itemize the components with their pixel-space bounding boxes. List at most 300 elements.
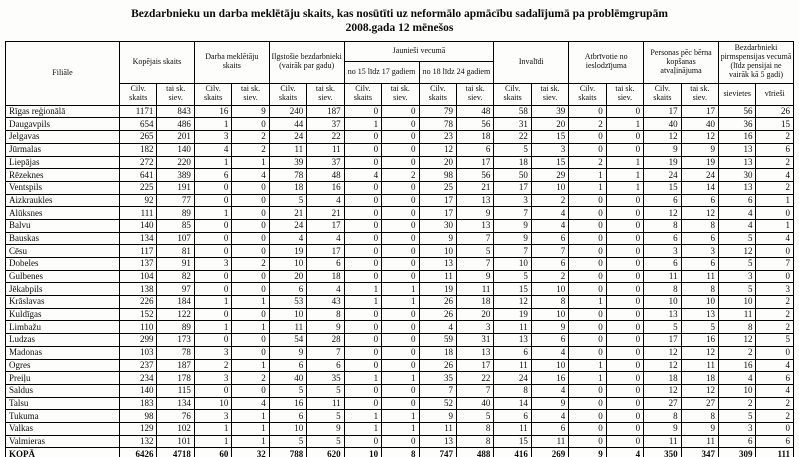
branch-name-cell: Madonas — [6, 346, 120, 359]
value-cell: 0 — [382, 105, 419, 118]
value-cell: 6 — [681, 258, 718, 271]
value-cell: 6 — [494, 346, 531, 359]
value-cell: 2 — [756, 156, 794, 169]
value-cell: 60 — [194, 448, 231, 457]
branch-name-cell: Liepājas — [6, 156, 120, 169]
value-cell: 6 — [531, 258, 568, 271]
value-cell: 0 — [606, 397, 643, 410]
value-cell: 5 — [719, 258, 756, 271]
value-cell: 19 — [269, 245, 306, 258]
value-cell: 1 — [232, 359, 269, 372]
value-cell: 0 — [606, 207, 643, 220]
value-cell: 8 — [681, 410, 718, 423]
value-cell: 0 — [756, 346, 794, 359]
value-cell: 4 — [531, 346, 568, 359]
value-cell: 1 — [344, 422, 381, 435]
value-cell: 1 — [569, 169, 606, 182]
value-cell: 1 — [344, 296, 381, 309]
value-cell: 1 — [344, 118, 381, 131]
value-cell: 17 — [644, 334, 681, 347]
value-cell: 0 — [569, 105, 606, 118]
branch-name-cell: Aizkraukles — [6, 194, 120, 207]
value-cell: 0 — [606, 435, 643, 448]
value-cell: 0 — [194, 194, 231, 207]
value-cell: 98 — [419, 169, 456, 182]
value-cell: 24 — [681, 169, 718, 182]
value-cell: 11 — [719, 308, 756, 321]
value-cell: 2 — [194, 359, 231, 372]
value-cell: 620 — [307, 448, 344, 457]
value-cell: 4 — [531, 384, 568, 397]
value-cell: 389 — [157, 169, 194, 182]
value-cell: 97 — [157, 283, 194, 296]
value-cell: 0 — [232, 181, 269, 194]
value-cell: 30 — [419, 219, 456, 232]
value-cell: 111 — [756, 448, 794, 457]
value-cell: 0 — [606, 131, 643, 144]
value-cell: 22 — [307, 131, 344, 144]
value-cell: 13 — [419, 258, 456, 271]
value-cell: 0 — [569, 131, 606, 144]
value-cell: 6 — [531, 422, 568, 435]
value-cell: 137 — [120, 258, 157, 271]
value-cell: 12 — [681, 346, 718, 359]
value-cell: 0 — [382, 232, 419, 245]
value-cell: 4 — [307, 194, 344, 207]
value-cell: 16 — [719, 131, 756, 144]
value-cell: 0 — [232, 207, 269, 220]
value-cell: 10 — [531, 283, 568, 296]
branch-name-cell: KOPĀ — [6, 448, 120, 457]
value-cell: 5 — [269, 384, 306, 397]
value-cell: 98 — [120, 410, 157, 423]
col-header-darba-meklataju: Darba meklētāju skaits — [194, 41, 269, 83]
value-cell: 9 — [681, 143, 718, 156]
value-cell: 140 — [157, 143, 194, 156]
value-cell: 18 — [681, 372, 718, 385]
table-row — [6, 156, 794, 169]
value-cell: 11 — [681, 359, 718, 372]
subheader-cilv-skaits: Cilv. skaits — [419, 83, 456, 105]
value-cell: 35 — [419, 372, 456, 385]
value-cell: 3 — [531, 143, 568, 156]
value-cell: 237 — [120, 359, 157, 372]
value-cell: 17 — [419, 194, 456, 207]
value-cell: 1 — [606, 169, 643, 182]
value-cell: 0 — [756, 270, 794, 283]
value-cell: 0 — [756, 422, 794, 435]
value-cell: 225 — [120, 181, 157, 194]
branch-name-cell: Daugavpils — [6, 118, 120, 131]
value-cell: 0 — [569, 397, 606, 410]
value-cell: 54 — [269, 334, 306, 347]
subheader-cilv-skaits: Cilv. skaits — [494, 83, 531, 105]
value-cell: 1 — [756, 219, 794, 232]
value-cell: 18 — [644, 372, 681, 385]
value-cell: 220 — [157, 156, 194, 169]
value-cell: 0 — [344, 219, 381, 232]
value-cell: 0 — [606, 422, 643, 435]
value-cell: 140 — [120, 219, 157, 232]
value-cell: 16 — [681, 334, 718, 347]
value-cell: 0 — [606, 346, 643, 359]
value-cell: 2 — [719, 346, 756, 359]
value-cell: 138 — [120, 283, 157, 296]
value-cell: 0 — [194, 334, 231, 347]
branch-name-cell: Valkas — [6, 422, 120, 435]
value-cell: 9 — [644, 422, 681, 435]
value-cell: 0 — [344, 181, 381, 194]
value-cell: 28 — [307, 334, 344, 347]
branch-name-cell: Ventspils — [6, 181, 120, 194]
value-cell: 3 — [644, 245, 681, 258]
value-cell: 11 — [644, 435, 681, 448]
value-cell: 59 — [419, 334, 456, 347]
value-cell: 78 — [419, 118, 456, 131]
value-cell: 9 — [569, 448, 606, 457]
table-row — [6, 181, 794, 194]
value-cell: 2 — [756, 181, 794, 194]
col-header-15-17: no 15 līdz 17 gadiem — [344, 61, 419, 83]
value-cell: 78 — [269, 169, 306, 182]
value-cell: 40 — [269, 372, 306, 385]
value-cell: 0 — [606, 334, 643, 347]
subheader-cilv-skaits: Cilv. skaits — [644, 83, 681, 105]
branch-name-cell: Jelgavas — [6, 131, 120, 144]
branch-name-cell: Talsu — [6, 397, 120, 410]
value-cell: 4 — [531, 410, 568, 423]
value-cell: 50 — [494, 169, 531, 182]
value-cell: 19 — [681, 156, 718, 169]
branch-name-cell: Jēkabpils — [6, 283, 120, 296]
value-cell: 0 — [606, 296, 643, 309]
value-cell: 0 — [344, 270, 381, 283]
value-cell: 0 — [232, 232, 269, 245]
value-cell: 1171 — [120, 105, 157, 118]
value-cell: 0 — [344, 384, 381, 397]
value-cell: 0 — [606, 258, 643, 271]
table-row — [6, 118, 794, 131]
value-cell: 0 — [232, 308, 269, 321]
value-cell: 2 — [232, 131, 269, 144]
value-cell: 6 — [719, 435, 756, 448]
value-cell: 1 — [194, 156, 231, 169]
value-cell: 0 — [344, 308, 381, 321]
value-cell: 0 — [232, 118, 269, 131]
value-cell: 486 — [157, 118, 194, 131]
value-cell: 0 — [382, 181, 419, 194]
value-cell: 11 — [681, 435, 718, 448]
value-cell: 9 — [456, 207, 493, 220]
value-cell: 18 — [456, 296, 493, 309]
value-cell: 0 — [382, 131, 419, 144]
value-cell: 4 — [269, 232, 306, 245]
value-cell: 2 — [569, 118, 606, 131]
value-cell: 1 — [194, 321, 231, 334]
table-row — [6, 169, 794, 182]
value-cell: 10 — [494, 258, 531, 271]
value-cell: 10 — [194, 397, 231, 410]
value-cell: 132 — [120, 435, 157, 448]
value-cell: 19 — [644, 156, 681, 169]
branch-name-cell: Rīgas reģionālā — [6, 105, 120, 118]
col-header-atbrivotie: Atbrīvotie no ieslodzījuma — [569, 41, 644, 83]
value-cell: 0 — [606, 359, 643, 372]
value-cell: 2 — [382, 169, 419, 182]
value-cell: 18 — [494, 156, 531, 169]
value-cell: 5 — [456, 245, 493, 258]
value-cell: 8 — [307, 308, 344, 321]
value-cell: 11 — [644, 270, 681, 283]
value-cell: 4 — [531, 207, 568, 220]
col-header-18-24: no 18 līdz 24 gadiem — [419, 61, 494, 83]
value-cell: 641 — [120, 169, 157, 182]
value-cell: 416 — [494, 448, 531, 457]
value-cell: 11 — [494, 422, 531, 435]
value-cell: 2 — [232, 258, 269, 271]
value-cell: 0 — [569, 422, 606, 435]
value-cell: 4 — [307, 283, 344, 296]
value-cell: 7 — [494, 245, 531, 258]
value-cell: 234 — [120, 372, 157, 385]
value-cell: 2 — [756, 410, 794, 423]
value-cell: 18 — [456, 131, 493, 144]
value-cell: 6 — [531, 334, 568, 347]
value-cell: 19 — [494, 308, 531, 321]
value-cell: 31 — [494, 118, 531, 131]
value-cell: 1 — [569, 181, 606, 194]
value-cell: 8 — [681, 283, 718, 296]
value-cell: 4 — [232, 169, 269, 182]
value-cell: 0 — [606, 232, 643, 245]
branch-name-cell: Krāslavas — [6, 296, 120, 309]
value-cell: 40 — [644, 118, 681, 131]
value-cell: 0 — [756, 245, 794, 258]
value-cell: 5 — [456, 410, 493, 423]
value-cell: 16 — [531, 372, 568, 385]
value-cell: 4 — [756, 169, 794, 182]
value-cell: 0 — [569, 270, 606, 283]
value-cell: 1 — [382, 422, 419, 435]
value-cell: 187 — [307, 105, 344, 118]
value-cell: 152 — [120, 308, 157, 321]
value-cell: 18 — [307, 270, 344, 283]
branch-name-cell: Cēsu — [6, 245, 120, 258]
value-cell: 17 — [456, 359, 493, 372]
value-cell: 5 — [719, 410, 756, 423]
value-cell: 6 — [269, 359, 306, 372]
value-cell: 10 — [681, 296, 718, 309]
value-cell: 7 — [531, 245, 568, 258]
value-cell: 0 — [344, 258, 381, 271]
value-cell: 5 — [756, 334, 794, 347]
value-cell: 11 — [494, 321, 531, 334]
value-cell: 7 — [419, 384, 456, 397]
value-cell: 0 — [382, 270, 419, 283]
value-cell: 26 — [419, 296, 456, 309]
value-cell: 0 — [344, 207, 381, 220]
value-cell: 6 — [756, 143, 794, 156]
table-row — [6, 384, 794, 397]
value-cell: 20 — [419, 156, 456, 169]
value-cell: 0 — [194, 270, 231, 283]
value-cell: 265 — [120, 131, 157, 144]
value-cell: 9 — [456, 270, 493, 283]
value-cell: 24 — [644, 169, 681, 182]
value-cell: 0 — [382, 359, 419, 372]
value-cell: 0 — [382, 321, 419, 334]
value-cell: 0 — [382, 258, 419, 271]
value-cell: 4 — [307, 232, 344, 245]
value-cell: 8 — [382, 448, 419, 457]
value-cell: 52 — [419, 397, 456, 410]
value-cell: 39 — [269, 156, 306, 169]
table-row — [6, 245, 794, 258]
table-header — [6, 41, 794, 105]
value-cell: 0 — [344, 194, 381, 207]
table-row — [6, 219, 794, 232]
value-cell: 58 — [494, 105, 531, 118]
value-cell: 747 — [419, 448, 456, 457]
value-cell: 8 — [494, 384, 531, 397]
branch-name-cell: Alūksnes — [6, 207, 120, 220]
table-row — [6, 232, 794, 245]
value-cell: 19 — [419, 283, 456, 296]
value-cell: 0 — [606, 194, 643, 207]
value-cell: 20 — [269, 270, 306, 283]
value-cell: 0 — [382, 118, 419, 131]
value-cell: 16 — [719, 359, 756, 372]
table-row — [6, 207, 794, 220]
value-cell: 0 — [194, 219, 231, 232]
value-cell: 3 — [494, 194, 531, 207]
value-cell: 129 — [120, 422, 157, 435]
value-cell: 91 — [157, 258, 194, 271]
value-cell: 140 — [120, 384, 157, 397]
value-cell: 0 — [382, 245, 419, 258]
value-cell: 0 — [606, 372, 643, 385]
value-cell: 31 — [456, 334, 493, 347]
value-cell: 48 — [307, 169, 344, 182]
value-cell: 0 — [569, 207, 606, 220]
value-cell: 12 — [644, 359, 681, 372]
subheader-tai-sk-siev: tai sk. siev. — [456, 83, 493, 105]
value-cell: 1 — [194, 296, 231, 309]
value-cell: 0 — [232, 219, 269, 232]
value-cell: 2 — [756, 321, 794, 334]
value-cell: 21 — [269, 207, 306, 220]
value-cell: 0 — [606, 384, 643, 397]
value-cell: 1 — [232, 156, 269, 169]
value-cell: 4 — [232, 397, 269, 410]
value-cell: 13 — [719, 181, 756, 194]
col-header-invalidi: Invalīdi — [494, 41, 569, 83]
value-cell: 10 — [719, 384, 756, 397]
value-cell: 21 — [456, 181, 493, 194]
value-cell: 0 — [344, 346, 381, 359]
branch-name-cell: Bauskas — [6, 232, 120, 245]
value-cell: 44 — [269, 118, 306, 131]
value-cell: 5 — [269, 194, 306, 207]
value-cell: 0 — [606, 283, 643, 296]
value-cell: 17 — [681, 105, 718, 118]
value-cell: 0 — [569, 435, 606, 448]
value-cell: 1 — [382, 372, 419, 385]
value-cell: 12 — [419, 143, 456, 156]
value-cell: 13 — [494, 334, 531, 347]
value-cell: 0 — [569, 321, 606, 334]
value-cell: 3 — [194, 372, 231, 385]
branch-name-cell: Dobeles — [6, 258, 120, 271]
value-cell: 103 — [120, 346, 157, 359]
col-header-pirmspensijas: Bezdarbnieki pirmspensijas vecumā (līdz pensijai ne vairāk kā 5 gadi) — [719, 41, 794, 83]
value-cell: 1 — [606, 118, 643, 131]
value-cell: 17 — [307, 245, 344, 258]
value-cell: 16 — [307, 181, 344, 194]
value-cell: 17 — [419, 207, 456, 220]
value-cell: 0 — [344, 105, 381, 118]
value-cell: 7 — [756, 258, 794, 271]
value-cell: 122 — [157, 308, 194, 321]
branch-name-cell: Saldus — [6, 384, 120, 397]
value-cell: 24 — [269, 131, 306, 144]
value-cell: 2 — [756, 296, 794, 309]
table-row — [6, 422, 794, 435]
value-cell: 78 — [157, 346, 194, 359]
value-cell: 15 — [494, 283, 531, 296]
value-cell: 56 — [456, 169, 493, 182]
branch-name-cell: Limbažu — [6, 321, 120, 334]
value-cell: 0 — [569, 334, 606, 347]
value-cell: 0 — [382, 435, 419, 448]
table-row — [6, 296, 794, 309]
col-header-jauniesi: Jaunieši vecumā — [344, 41, 494, 61]
value-cell: 4 — [756, 384, 794, 397]
value-cell: 7 — [456, 258, 493, 271]
subheader-tai-sk-siev: tai sk. siev. — [606, 83, 643, 105]
value-cell: 11 — [681, 270, 718, 283]
value-cell: 6426 — [120, 448, 157, 457]
value-cell: 17 — [456, 156, 493, 169]
value-cell: 350 — [644, 448, 681, 457]
value-cell: 6 — [531, 232, 568, 245]
value-cell: 110 — [120, 321, 157, 334]
value-cell: 10 — [269, 422, 306, 435]
value-cell: 27 — [644, 397, 681, 410]
value-cell: 11 — [456, 283, 493, 296]
value-cell: 9 — [531, 397, 568, 410]
value-cell: 2 — [232, 143, 269, 156]
branch-name-cell: Kuldīgas — [6, 308, 120, 321]
value-cell: 10 — [269, 258, 306, 271]
subheader-cilv-skaits: Cilv. skaits — [269, 83, 306, 105]
value-cell: 17 — [307, 219, 344, 232]
value-cell: 4 — [719, 219, 756, 232]
value-cell: 1 — [344, 410, 381, 423]
subheader-sievietes: sievietes — [719, 83, 756, 105]
value-cell: 1 — [756, 194, 794, 207]
value-cell: 0 — [194, 181, 231, 194]
value-cell: 23 — [419, 131, 456, 144]
value-cell: 0 — [569, 232, 606, 245]
value-cell: 0 — [382, 334, 419, 347]
value-cell: 7 — [307, 346, 344, 359]
value-cell: 5 — [269, 435, 306, 448]
value-cell: 0 — [569, 245, 606, 258]
branch-name-cell: Tukuma — [6, 410, 120, 423]
value-cell: 1 — [606, 156, 643, 169]
value-cell: 9 — [232, 105, 269, 118]
